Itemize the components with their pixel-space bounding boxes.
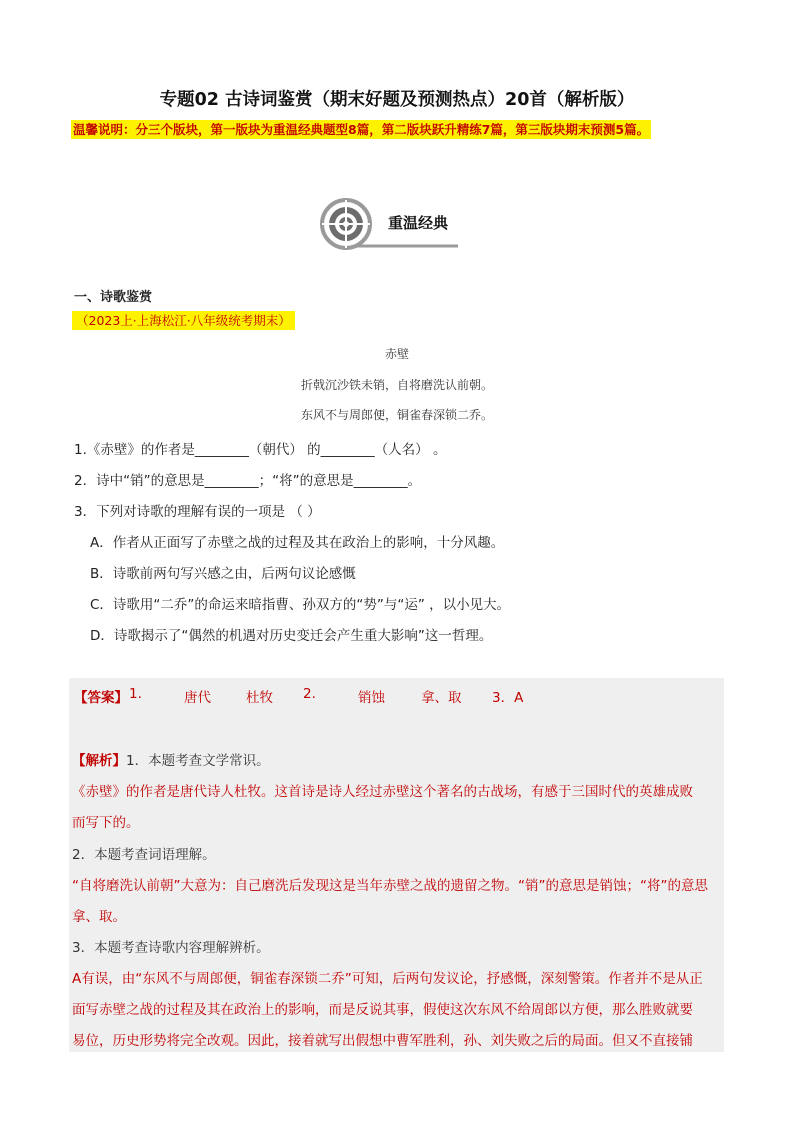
banner-label: 重温经典	[388, 214, 449, 232]
answer-item: 杜牧	[246, 690, 273, 706]
analysis-line: 而写下的。	[72, 815, 140, 831]
question-source: （2023上·上海松江·八年级统考期末）	[72, 311, 295, 330]
answer-label: 【答案】	[74, 690, 128, 706]
section-banner	[318, 196, 463, 252]
section-heading: 一、诗歌鉴赏	[74, 290, 153, 305]
analysis-line: “自将磨洗认前朝”大意为：自己磨洗后发现这是当年赤壁之战的遗留之物。“销”的意思是销蚀；“将”的意思	[72, 878, 708, 894]
question-3: 3．下列对诗歌的理解有误的一项是 （ ）	[74, 504, 321, 520]
answer-item: 1.	[129, 686, 142, 702]
page-title: 专题02 古诗词鉴赏（期末好题及预测热点）20首（解析版）	[159, 90, 635, 110]
analysis-line: 拿、取。	[72, 909, 126, 925]
answer-item: 2.	[303, 686, 316, 702]
analysis-line: 3．本题考查诗歌内容理解辨析。	[72, 940, 270, 956]
answer-item: 拿、取	[421, 690, 462, 706]
poem-line: 折戟沉沙铁未销，自将磨洗认前朝。	[300, 378, 493, 392]
analysis-line: 1．本题考查文学常识。	[126, 753, 270, 769]
question-1: 1.《赤壁》的作者是________（朝代） 的________（人名） 。	[74, 442, 447, 458]
poem-title: 赤壁	[384, 347, 409, 361]
intro-note: 温馨说明：分三个版块，第一版块为重温经典题型8篇，第二版块跃升精练7篇，第三版块期末预测5篇。	[73, 122, 650, 137]
analysis-line: 2．本题考查词语理解。	[72, 847, 216, 863]
analysis-line: A有误，由“东风不与周郎便，铜雀春深锁二乔”可知，后两句发议论，抒感慨，深刻警策。作者并不是从正	[72, 971, 703, 987]
question-2: 2．诗中“销”的意思是________；“将”的意思是________。	[74, 473, 422, 489]
analysis-label: 【解析】	[72, 753, 126, 769]
option-b: B．诗歌前两句写兴感之由，后两句议论感慨	[90, 566, 356, 582]
analysis-header	[72, 749, 270, 769]
analysis-line: 易位，历史形势将完全改观。因此，接着就写出假想中曹军胜利，孙、刘失败之后的局面。但又不直接铺	[72, 1033, 693, 1049]
analysis-line: 《赤壁》的作者是唐代诗人杜牧。这首诗是诗人经过赤壁这个著名的古战场，有感于三国时代的英雄成败	[72, 784, 693, 800]
answer-item: 销蚀	[358, 690, 385, 706]
answer-item: 唐代	[184, 690, 211, 706]
poem-line: 东风不与周郎便，铜雀春深锁二乔。	[300, 408, 493, 422]
option-d: D．诗歌揭示了“偶然的机遇对历史变迁会产生重大影响”这一哲理。	[90, 628, 493, 644]
option-c: C．诗歌用“二乔”的命运来暗指曹、孙双方的“势”与“运” ，以小见大。	[90, 597, 511, 613]
option-a: A．作者从正面写了赤壁之战的过程及其在政治上的影响，十分风趣。	[90, 535, 505, 551]
answer-box	[69, 678, 724, 1052]
analysis-line: 面写赤壁之战的过程及其在政治上的影响，而是反说其事，假使这次东风不给周郎以方便，那么胜败就要	[72, 1002, 693, 1018]
answer-item: 3．A	[492, 690, 524, 706]
